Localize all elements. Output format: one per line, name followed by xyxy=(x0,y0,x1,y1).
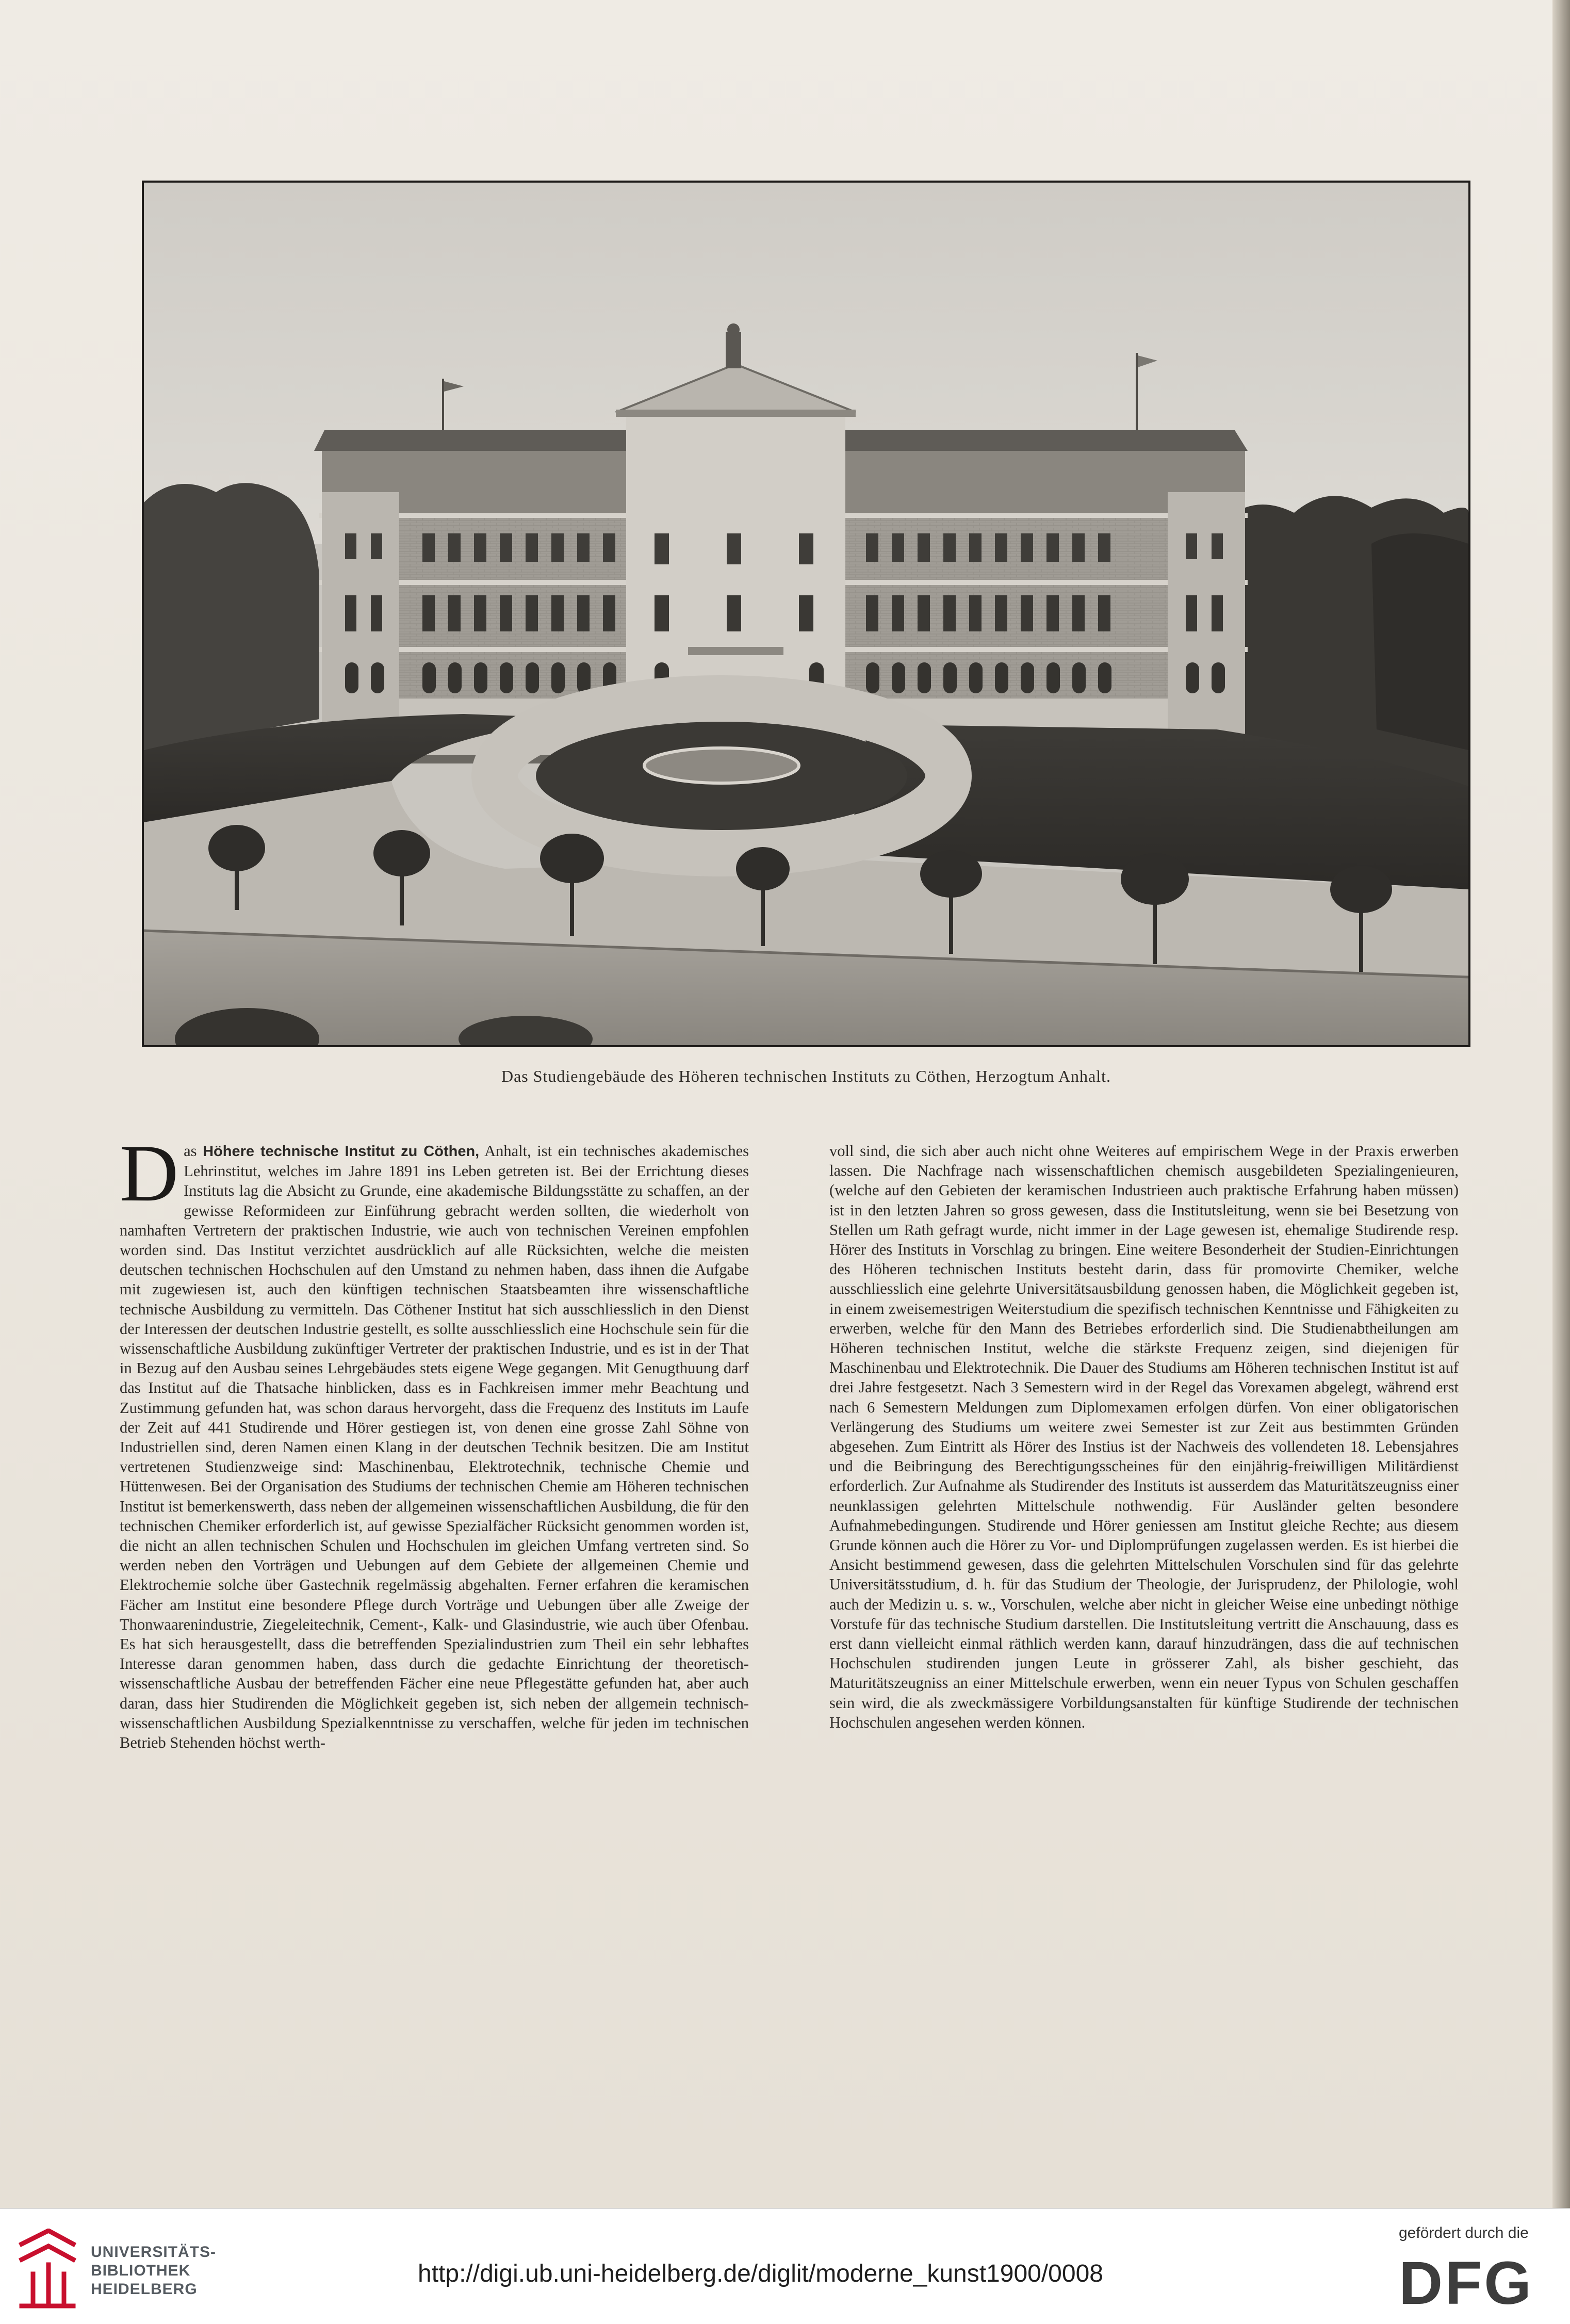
article-column-left xyxy=(120,1128,749,1752)
photo-caption: Das Studiengebäude des Höheren technischen Instituts zu Cöthen, Herzogtum Anhalt. xyxy=(501,1067,1111,1085)
drop-cap: D xyxy=(120,1128,179,1218)
footer-bar xyxy=(0,2208,1570,2324)
lead-rest: as xyxy=(184,1142,197,1160)
funded-by-label: gefördert durch die xyxy=(1399,2224,1529,2241)
article-column-right xyxy=(829,1141,1459,1732)
library-name-line3: HEIDELBERG xyxy=(91,2281,198,2298)
permalink-url[interactable]: http://digi.ub.uni-heidelberg.de/diglit/moderne_kunst1900/0008 xyxy=(418,2260,1103,2287)
building-photograph xyxy=(142,181,1470,1047)
left-column-text: Anhalt, ist ein technisches akademisches Lehrinstitut, welches im Jahre 1891 ins Leben getreten ist. Bei der Errichtung dieses Instituts lag die Absicht zu Grunde, eine akademische Bildungsstätte zu schaffen, an der gewisse Reformideen zur Einführung gebracht werden sollten, die wiederholt von namhaften Vertretern der praktischen Industrie, wie auch von technischen Vereinen empfohlen worden sind. Das Institut verzichtet ausdrücklich auf alle Rücksichten, welche die meisten deutschen technischen Hochschulen auf den Umstand zu nehmen haben, dass ihnen die Aufgabe mit zugewiesen ist, auch den künftigen technischen Staatsbeamten ihre wissenschaftliche technische Ausbildung zu vermitteln. Das Cöthener Institut hat sich ausschliesslich in den Dienst der Interessen der deutschen Industrie gestellt, es sollte ausschliesslich eine Hochschule sein für die wissenschaftliche Ausbildung zukünftiger Vertreter der praktischen Industrie, und es ist in der That in Bezug auf den Ausbau seines Lehrgebäudes stets eigene Wege gegangen. Mit Genugthuung darf das Institut auf die Thatsache hinblicken, dass es in Fachkreisen immer mehr Beachtung und Zustimmung gefunden hat, was schon daraus hervorgeht, dass die Frequenz des Instituts im Laufe der Zeit auf 441 Studirende und Hörer gestiegen ist, von denen eine grosse Zahl Söhne von Industriellen sind, deren Namen einen Klang in der deutschen Technik besitzen. Die am Institut vertretenen Studienzweige sind: Maschinenbau, Elektrotechnik, technische Chemie und Hüttenwesen. Bei der Organisation des Studiums der technischen Chemie am Höheren technischen Institut ist bemerkenswerth, dass neben der allgemeinen wissenschaftlichen Ausbildung, die für den technischen Chemiker erforderlich ist, auf gewisse Spezialfächer Rücksicht genommen worden ist, die nicht an allen technischen Schulen und Hochschulen im gleichen Umfang vertreten sind. So werden neben den Vorträgen und Uebungen auf dem Gebiete der allgemeinen Chemie und Elektrochemie solche über Gastechnik regelmässig abgehalten. Ferner erfahren die keramischen Fächer am Institut eine besondere Pflege durch Vorträge und Uebungen über alle Zweige der Thonwaarenindustrie, Ziegeleitechnik, Cement-, Kalk- und Glasindustrie, wie auch über Ofenbau. Es hat sich herausgestellt, dass die betreffenden Spezialindustrien zum Theil ein sehr lebhaftes Interesse daran genommen haben, dass durch die gedachte Einrichtung der theoretisch-wissenschaftliche Ausbau der betreffenden Fächer eine neue Pflegestätte gefunden hat, aber auch daran, dass hier Studirenden die Möglichkeit gegeben ist, sich neben der allgemein technisch-wissenschaftlichen Ausbildung Spezialkenntnisse zu verschaffen, welche für jeden im technischen Betrieb Stehenden höchst werth- xyxy=(120,1142,749,1752)
library-name[interactable] xyxy=(91,2243,216,2299)
library-name-line1: UNIVERSITÄTS- xyxy=(91,2244,217,2261)
dfg-logo-icon[interactable] xyxy=(1397,2250,1551,2311)
lead-title-bold: Höhere technische Institut zu Cöthen, xyxy=(203,1143,480,1160)
university-library-logo-icon[interactable] xyxy=(18,2229,77,2310)
building-photo-illustration xyxy=(144,183,1468,1045)
library-name-line2: BIBLIOTHEK xyxy=(91,2262,191,2279)
dfg-logo-text: DFG xyxy=(1399,2250,1534,2311)
article-paragraph-left xyxy=(120,1128,749,1752)
page-edge-shadow xyxy=(1552,0,1570,2208)
right-column-text: voll sind, die sich aber auch nicht ohne Weiteres auf empirischem Wege in der Praxis erwerben lassen. Die Nachfrage nach wissenschaftlichen chemisch ausgebildeten Spezialingenieuren, (welche auf den Gebieten der keramischen Industrieen auch praktische Erfahrung haben müssen) ist in den letzten Jahren so gross gewesen, dass die Institutsleitung, wenn sie bei Besetzung von Stellen um Rath gefragt wurde, nicht immer in der Lage gewesen ist, ehemalige Studirende resp. Hörer des Instituts in Vorschlag zu bringen. Eine weitere Besonderheit der Studien-Einrichtungen des Höheren technischen Instituts besteht darin, dass für promovirte Chemiker, welche ausschliesslich eine gelehrte Universitätsausbildung genossen haben, die Möglichkeit gegeben ist, in einem zweisemestrigen Weiterstudium die spezifisch technischen Kenntnisse und Fähigkeiten zu erwerben, welche für den Mann des Betriebes erforderlich sind. Die Studienabtheilungen am Höheren technischen Institut, welche die stärkste Frequenz zeigen, sind diejenigen für Maschinenbau und Elektrotechnik. Die Dauer des Studiums am Höheren technischen Institut ist auf drei Jahre festgesetzt. Nach 3 Semestern wird in der Regel das Vorexamen abgelegt, während erst nach 6 Semestern Meldungen zum Diplomexamen erfolgen dürfen. Von einer obligatorischen Verlängerung des Studiums um weitere zwei Semester ist zur Zeit aus bestimmten Gründen abgesehen. Zum Eintritt als Hörer des Instius ist der Nachweis des vollendeten 18. Lebensjahres und die Beibringung des Berechtigungsscheines für den einjährig-freiwilligen Militärdienst erforderlich. Zur Aufnahme als Studirender des Instituts ist ausserdem das Maturitätszeugniss einer neunklassigen gelehrten Mittelschule nothwendig. Für Ausländer gelten besondere Aufnahmebedingungen. Studirende und Hörer geniessen am Institut gleiche Rechte; aus diesem Grunde können auch die Hörer zu Vor- und Diplomprüfungen zugelassen werden. Es ist hierbei die Ansicht bestimmend gewesen, dass die gelehrten Mittelschulen Vorschulen sind für das gelehrte Universitätsstudium, d. h. für das Studium der Theologie, der Jurisprudenz, der Philologie, wohl auch der Medizin u. s. w., Vorschulen, welche aber nicht in gleicher Weise eine unbedingt nöthige Vorstufe für das technische Studium darstellen. Die Institutsleitung vertritt die Anschauung, dass es erst dann vielleicht einmal räthlich werden kann, darauf hinzudrängen, dass die auf technischen Hochschulen studirenden jungen Leute in grösserer Zahl, als bisher geschieht, das Maturitätszeugniss an einer Mittelschule erwerben, wenn ein neuer Typus von Schulen geschaffen sein wird, die als zweckmässigere Vorbildungsanstalten für künftige Studirende der technischen Hochschulen angesehen werden können. xyxy=(829,1142,1459,1731)
